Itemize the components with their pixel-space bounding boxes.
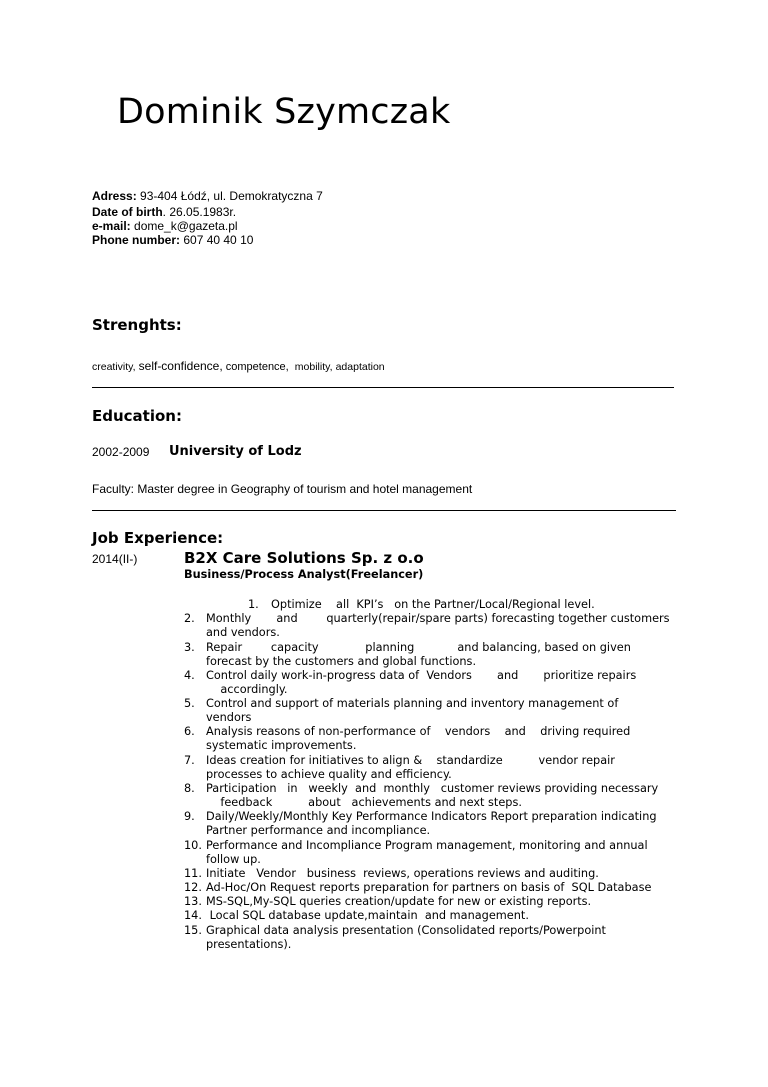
strength-item: adaptation	[335, 361, 385, 373]
task-line: Control daily work-in-progress data of Vendors and prioritize repairs	[206, 669, 637, 682]
strengths-heading: Strenghts:	[92, 316, 182, 334]
task-number: 5.	[184, 697, 195, 710]
phone-label: Phone number:	[92, 233, 181, 247]
task-number: 15.	[184, 924, 202, 937]
task-line: systematic improvements.	[206, 739, 357, 752]
task-number: 14.	[184, 909, 202, 922]
job-heading: Job Experience:	[92, 529, 224, 547]
education-heading: Education:	[92, 407, 182, 425]
task-number: 12.	[184, 881, 202, 894]
task-line: Repair capacity planning and balancing, based on given	[206, 641, 631, 654]
task-line: feedback about achievements and next steps.	[206, 796, 522, 809]
task-line: processes to achieve quality and efficiency.	[206, 768, 452, 781]
task-number: 6.	[184, 725, 195, 738]
task-number: 8.	[184, 782, 195, 795]
task-line: presentations).	[206, 938, 292, 951]
strength-item: creativity,	[92, 361, 136, 373]
contact-address	[92, 188, 323, 204]
address-value: 93-404 Łódź, ul. Demokratyczna 7	[136, 189, 323, 203]
contact-phone	[92, 232, 253, 248]
task-line: Graphical data analysis presentation (Consolidated reports/Powerpoint	[206, 924, 606, 937]
task-line: Control and support of materials planning and inventory management of	[206, 697, 619, 710]
task-number: 10.	[184, 839, 202, 852]
dob-label: Date of birth	[92, 205, 163, 219]
job-position: Business/Process Analyst(Freelancer)	[184, 568, 424, 581]
task-line: and vendors.	[206, 626, 280, 639]
task-line: MS-SQL,My-SQL queries creation/update for new or existing reports.	[206, 895, 592, 908]
candidate-name: Dominik Szymczak	[117, 92, 451, 132]
task-line: follow up.	[206, 853, 261, 866]
task-line: Analysis reasons of non-performance of vendors and driving required	[206, 725, 631, 738]
task-line: Monthly and quarterly(repair/spare parts) forecasting together customers	[206, 612, 670, 625]
task-line: vendors	[206, 711, 252, 724]
phone-value: 607 40 40 10	[180, 233, 254, 247]
task-line: Ideas creation for initiatives to align & standardize vendor repair	[206, 754, 615, 767]
task-number: 13.	[184, 895, 202, 908]
task-number: 3.	[184, 641, 195, 654]
section-divider	[92, 510, 676, 511]
task-line: Daily/Weekly/Monthly Key Performance Indicators Report preparation indicating	[206, 810, 657, 823]
strength-item: self-confidence,	[138, 359, 223, 373]
task-line: Initiate Vendor business reviews, operations reviews and auditing.	[206, 867, 599, 880]
task-number: 2.	[184, 612, 195, 625]
task-number: 7.	[184, 754, 195, 767]
dob-value: . 26.05.1983r.	[162, 205, 237, 219]
task-number: 1.	[248, 598, 259, 611]
task-line: Partner performance and incompliance.	[206, 824, 431, 837]
task-number: 4.	[184, 669, 195, 682]
task-line: Ad-Hoc/On Request reports preparation for partners on basis of SQL Database	[206, 881, 652, 894]
email-label: e-mail:	[92, 219, 131, 233]
task-line: accordingly.	[206, 683, 288, 696]
strength-item: mobility,	[294, 361, 333, 373]
address-label: Adress:	[92, 189, 137, 203]
job-period: 2014(II-)	[92, 552, 138, 566]
email-value: dome_k@gazeta.pl	[130, 219, 238, 233]
task-line: Performance and Incompliance Program management, monitoring and annual	[206, 839, 648, 852]
task-line: forecast by the customers and global functions.	[206, 655, 477, 668]
task-line: Optimize all KPI’s on the Partner/Local/Regional level.	[271, 598, 595, 611]
job-company: B2X Care Solutions Sp. z o.o	[184, 549, 424, 567]
task-number: 11.	[184, 867, 202, 880]
task-line: Local SQL database update,maintain and management.	[206, 909, 529, 922]
education-school: University of Lodz	[169, 444, 302, 459]
section-divider	[92, 387, 674, 388]
education-years: 2002-2009	[92, 445, 150, 459]
task-number: 9.	[184, 810, 195, 823]
task-line: Participation in weekly and monthly customer reviews providing necessary	[206, 782, 659, 795]
education-faculty: Faculty: Master degree in Geography of tourism and hotel management	[92, 482, 473, 496]
strength-item: competence,	[225, 361, 289, 373]
strengths-list	[92, 359, 385, 373]
